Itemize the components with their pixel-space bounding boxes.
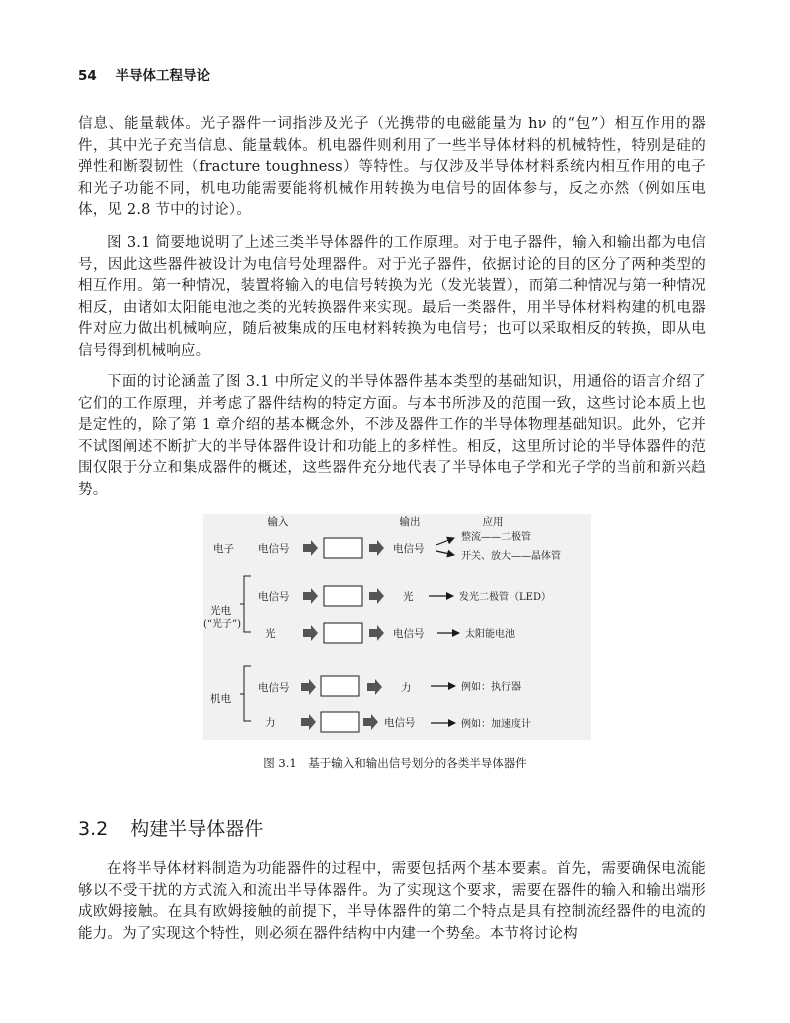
book-title: 半导体工程导论 bbox=[115, 68, 210, 84]
col-output-label: 输出 bbox=[399, 516, 421, 528]
photonic-row2-input: 光 bbox=[265, 628, 276, 640]
mechanical-row1-input-arrow bbox=[301, 679, 316, 695]
photonic-row1-output-arrow bbox=[369, 588, 384, 604]
category-mechanical: 机电 bbox=[210, 693, 231, 705]
mechanical-row2-app: 例如：加速度计 bbox=[461, 719, 531, 730]
section-number: 3.2 bbox=[78, 818, 109, 840]
mechanical-row1-output-arrow bbox=[367, 679, 382, 695]
photonic-row1-output: 光 bbox=[403, 591, 414, 603]
photonic-row1-input: 电信号 bbox=[258, 591, 290, 603]
photonic-row1-input-arrow bbox=[303, 588, 318, 604]
figure-caption: 图 3.1 基于输入和输出信号划分的各类半导体器件 bbox=[263, 756, 527, 770]
device-diagram bbox=[203, 514, 591, 740]
electronic-app-2: 开关、放大——晶体管 bbox=[461, 551, 561, 562]
photonic-row2-input-arrow bbox=[303, 625, 318, 641]
photonic-row2-output: 电信号 bbox=[393, 628, 425, 640]
category-photonic: 光电 bbox=[210, 605, 231, 617]
electronic-output-arrow bbox=[369, 540, 384, 556]
section-title: 构建半导体器件 bbox=[130, 818, 264, 840]
photonic-row2-app: 太阳能电池 bbox=[465, 629, 515, 640]
mechanical-row2-input-arrow bbox=[301, 714, 316, 730]
mechanical-row2-input: 力 bbox=[265, 717, 276, 729]
col-application-label: 应用 bbox=[482, 516, 504, 528]
paragraph-3: 下面的讨论涵盖了图 3.1 中所定义的半导体器件基本类型的基础知识，用通俗的语言介绍了它们的工作原理，并考虑了器件结构的特定方面。与本书所涉及的范围一致，这些讨论本质上也是定性的，除了第 1 章介绍的基本概念外，不涉及器件工作的半导体物理基础知识。此外，它并不试图阐述不断扩大的半导体器件设计和功能上的多样性。相反，这里所讨论的半导体器件的范围仅限于分立和集成器件的概述，这些器件充分地代表了半导体电子学和光子学的当前和新兴趋势。 bbox=[78, 374, 706, 498]
paragraph-2: 图 3.1 简要地说明了上述三类半导体器件的工作原理。对于电子器件，输入和输出都为电信号，因此这些器件被设计为电信号处理器件。对于光子器件，依据讨论的目的区分了两种类型的相互作用。第一种情况，装置将输入的电信号转换为光（发光装置），而第二种情况与第一种情况相反，由诸如太阳能电池之类的光转换器件来实现。最后一类器件，用半导体材料构建的机电器件对应力做出机械响应，随后被集成的压电材料转换为电信号；也可以采取相反的转换，即从电信号得到机械响应。 bbox=[78, 235, 706, 359]
paragraph-1: 信息、能量载体。光子器件一词指涉及光子（光携带的电磁能量为 hν 的“包”）相互作用的器件，其中光子充当信息、能量载体。机电器件则利用了一些半导体材料的机械特性，特别是硅的弹性和断裂韧性（fracture toughness）等特性。与仅涉及半导体材料系统内相互作用的电子和光子功能不同，机电功能需要能将机械作用转换为电信号的固体参与，反之亦然（例如压电体，见 2.8 节中的讨论）。 bbox=[78, 116, 706, 219]
mechanical-row1-device-box bbox=[321, 676, 359, 696]
electronic-output: 电信号 bbox=[393, 543, 425, 555]
col-input-label: 输入 bbox=[267, 516, 289, 528]
electronic-input: 电信号 bbox=[258, 543, 290, 555]
photonic-row2-device-box bbox=[324, 623, 362, 643]
page-header bbox=[78, 64, 210, 84]
mechanical-row1-app: 例如：执行器 bbox=[461, 682, 521, 693]
category-photonic-note: (“光子”) bbox=[203, 619, 242, 630]
photonic-bracket bbox=[240, 576, 251, 632]
mechanical-row1-output: 力 bbox=[401, 682, 412, 694]
section-heading bbox=[78, 814, 263, 841]
electronic-app-1: 整流——二极管 bbox=[461, 532, 531, 543]
mechanical-row1-input: 电信号 bbox=[258, 682, 290, 694]
electronic-app-arrow-2 bbox=[436, 551, 454, 555]
mechanical-row2-output-arrow bbox=[363, 714, 378, 730]
electronic-device-box bbox=[324, 538, 362, 558]
paragraph-4: 在将半导体材料制造为功能器件的过程中，需要包括两个基本要素。首先，需要确保电流能够以不受干扰的方式流入和流出半导体器件。为了实现这个要求，需要在器件的输入和输出端形成欧姆接触。在具有欧姆接触的前提下，半导体器件的第二个特点是具有控制流经器件的电流的能力。为了实现这个特性，则必须在器件结构中内建一个势垒。本节将讨论构 bbox=[78, 861, 706, 942]
category-electronic: 电子 bbox=[213, 543, 234, 555]
mechanical-row2-device-box bbox=[321, 712, 359, 732]
mechanical-bracket bbox=[240, 666, 251, 721]
electronic-input-arrow bbox=[303, 540, 318, 556]
photonic-row1-device-box bbox=[324, 586, 362, 606]
electronic-app-arrow-1 bbox=[436, 538, 454, 545]
photonic-row1-app: 发光二极管（LED） bbox=[459, 592, 551, 603]
mechanical-row2-output: 电信号 bbox=[384, 717, 416, 729]
figure-3-1 bbox=[203, 514, 591, 740]
photonic-row2-output-arrow bbox=[369, 625, 384, 641]
page-number: 54 bbox=[78, 68, 97, 84]
